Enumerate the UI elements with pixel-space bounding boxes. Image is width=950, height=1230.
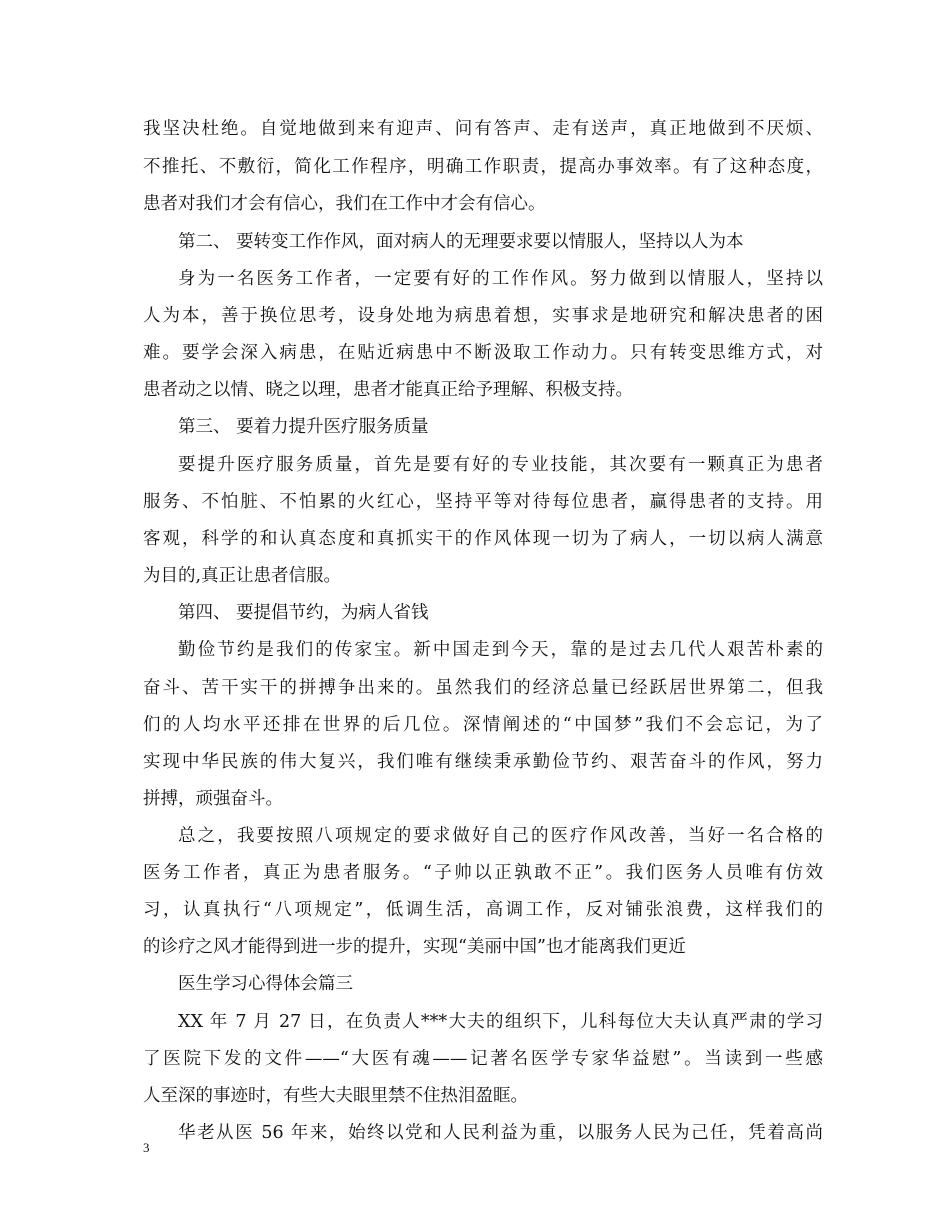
section-heading-second: 第二、 要转变工作作风，面对病人的无理要求要以情服人，坚持以人为本: [178, 232, 744, 252]
paragraph-line: 的诊疗之风才能得到进一步的提升，实现“美丽中国”也才能离我们更近: [143, 937, 686, 957]
paragraph-line: 华老从医 56 年来，始终以党和人民利益为重，以服务人民为己任，凭着高尚: [178, 1123, 823, 1143]
section-heading-fourth: 第四、 要提倡节约，为病人省钱: [178, 603, 429, 623]
paragraph-line: 患者动之以情、晓之以理，患者才能真正给予理解、积极支持。: [143, 380, 633, 400]
paragraph-line: 我坚决杜绝。自觉地做到来有迎声、问有答声、走有送声，真正地做到不厌烦、: [143, 119, 823, 139]
section-heading-third: 第三、 要着力提升医疗服务质量: [178, 417, 429, 437]
section-title-part-three: 医生学习心得体会篇三: [178, 974, 353, 994]
paragraph-line: 总之，我要按照八项规定的要求做好自己的医疗作风改善，当好一名合格的: [178, 826, 823, 846]
paragraph-line: 服务、不怕脏、不怕累的火红心，坚持平等对待每位患者，赢得患者的支持。用: [143, 492, 823, 512]
paragraph-line: 不推托、不敷衍，简化工作程序，明确工作职责，提高办事效率。有了这种态度，: [143, 157, 823, 177]
paragraph-line: 难。要学会深入病患，在贴近病患中不断汲取工作动力。只有转变思维方式，对: [143, 343, 823, 363]
paragraph-line: XX 年 7 月 27 日，在负责人***大夫的组织下，儿科每位大夫认真严肃的学习: [178, 1012, 823, 1032]
paragraph-line: 医务工作者，真正为患者服务。“子帅以正孰敢不正”。我们医务人员唯有仿效: [143, 863, 823, 883]
paragraph-line: 拼搏，顽强奋斗。: [143, 789, 283, 809]
paragraph-line: 客观，科学的和认真态度和真抓实干的作风体现一切为了病人，一切以病人满意: [143, 529, 823, 549]
paragraph-line: 奋斗、苦干实干的拼搏争出来的。虽然我们的经济总量已经跃居世界第二，但我: [143, 678, 823, 698]
paragraph-line: 人为本，善于换位思考，设身处地为病患着想，实事求是地研究和解决患者的困: [143, 306, 823, 326]
paragraph-line: 患者对我们才会有信心，我们在工作中才会有信心。: [143, 194, 546, 214]
paragraph-line: 人至深的事迹时，有些大夫眼里禁不住热泪盈眶。: [143, 1086, 528, 1106]
paragraph-line: 了医院下发的文件——“大医有魂——记著名医学专家华益慰”。当读到一些感: [143, 1049, 823, 1069]
paragraph-line: 要提升医疗服务质量，首先是要有好的专业技能，其次要有一颗真正为患者: [178, 455, 823, 475]
paragraph-line: 实现中华民族的伟大复兴，我们唯有继续秉承勤俭节约、艰苦奋斗的作风，努力: [143, 752, 823, 772]
paragraph-line: 勤俭节约是我们的传家宝。新中国走到今天，靠的是过去几代人艰苦朴素的: [178, 640, 823, 660]
paragraph-line: 为目的,真正让患者信服。: [143, 566, 342, 586]
paragraph-line: 身为一名医务工作者，一定要有好的工作作风。努力做到以情服人，坚持以: [178, 269, 823, 289]
page-number: 3: [143, 1140, 150, 1155]
paragraph-line: 习，认真执行“八项规定”，低调生活，高调工作，反对铺张浪费，这样我们的: [143, 900, 823, 920]
paragraph-line: 们的人均水平还排在世界的后几位。深情阐述的“中国梦”我们不会忘记，为了: [143, 715, 823, 735]
